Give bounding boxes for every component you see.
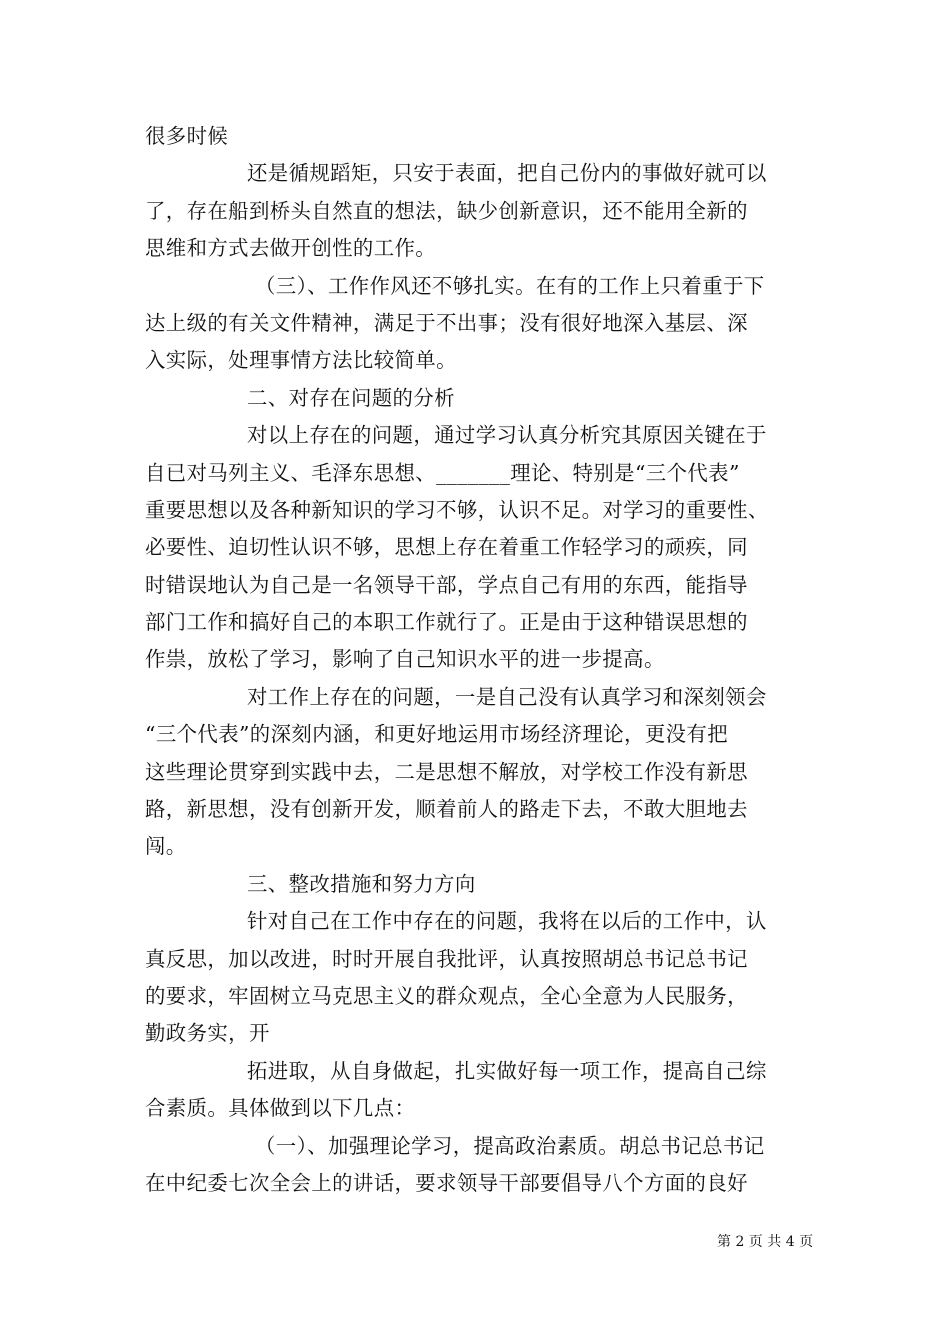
text-line: 重要思想以及各种新知识的学习不够，认识不足。对学习的重要性、	[145, 497, 769, 522]
text-line: （三）、工作作风还不够扎实。在有的工作上只着重于下	[255, 273, 765, 298]
text-line: （一）、加强理论学习，提高政治素质。胡总书记总书记	[255, 1133, 765, 1158]
text-line: 针对自己在工作中存在的问题，我将在以后的工作中，认	[247, 909, 767, 934]
text-line: 思维和方式去做开创性的工作。	[145, 236, 437, 261]
text-line: 还是循规蹈矩，只安于表面，把自己份内的事做好就可以	[247, 161, 767, 186]
text-line: 拓进取，从自身做起，扎实做好每一项工作，提高自己综	[247, 1058, 767, 1083]
section-heading: 二、对存在问题的分析	[247, 385, 455, 410]
text-line: 闯。	[145, 834, 187, 859]
text-line: 这些理论贯穿到实践中去，二是思想不解放，对学校工作没有新思	[145, 759, 748, 784]
text-line: 对以上存在的问题，通过学习认真分析究其原因关键在于	[247, 423, 767, 448]
text-line: 时错误地认为自己是一名领导干部，学点自己有用的东西，能指导	[145, 572, 748, 597]
text-line: 作祟，放松了学习，影响了自己知识水平的进一步提高。	[145, 647, 665, 672]
text-line: 的要求，牢固树立马克思主义的群众观点，全心全意为人民服务，	[145, 983, 748, 1008]
text-line: 必要性、迫切性认识不够，思想上存在着重工作轻学习的顽疾，同	[145, 535, 748, 560]
document-body	[145, 118, 817, 1202]
text-line: 合素质。具体做到以下几点：	[145, 1096, 416, 1121]
text-line: 对工作上存在的问题，一是自己没有认真学习和深刻领会	[247, 684, 767, 709]
text-line: 真反思，加以改进，时时开展自我批评，认真按照胡总书记总书记	[145, 946, 748, 971]
text-line: 自已对马列主义、毛泽东思想、_______理论、特别是“三个代表”	[145, 460, 740, 485]
text-line: “三个代表”的深刻内涵，和更好地运用市场经济理论，更没有把	[145, 722, 728, 747]
text-line: 部门工作和搞好自己的本职工作就行了。正是由于这种错误思想的	[145, 610, 748, 635]
text-line: 勤政务实，开	[145, 1021, 270, 1046]
section-heading: 三、整改措施和努力方向	[247, 871, 476, 896]
text-line: 入实际，处理事情方法比较简单。	[145, 348, 457, 373]
page-number-footer: 第 2 页 共 4 页	[717, 1234, 814, 1250]
text-line: 在中纪委七次全会上的讲话，要求领导干部要倡导八个方面的良好	[145, 1170, 748, 1195]
text-line: 很多时候	[145, 124, 229, 148]
text-line: 达上级的有关文件精神，满足于不出事；没有很好地深入基层、深	[145, 310, 748, 335]
text-line: 了，存在船到桥头自然直的想法，缺少创新意识，还不能用全新的	[145, 198, 748, 223]
text-line: 路，新思想，没有创新开发，顺着前人的路走下去，不敢大胆地去	[145, 797, 748, 822]
